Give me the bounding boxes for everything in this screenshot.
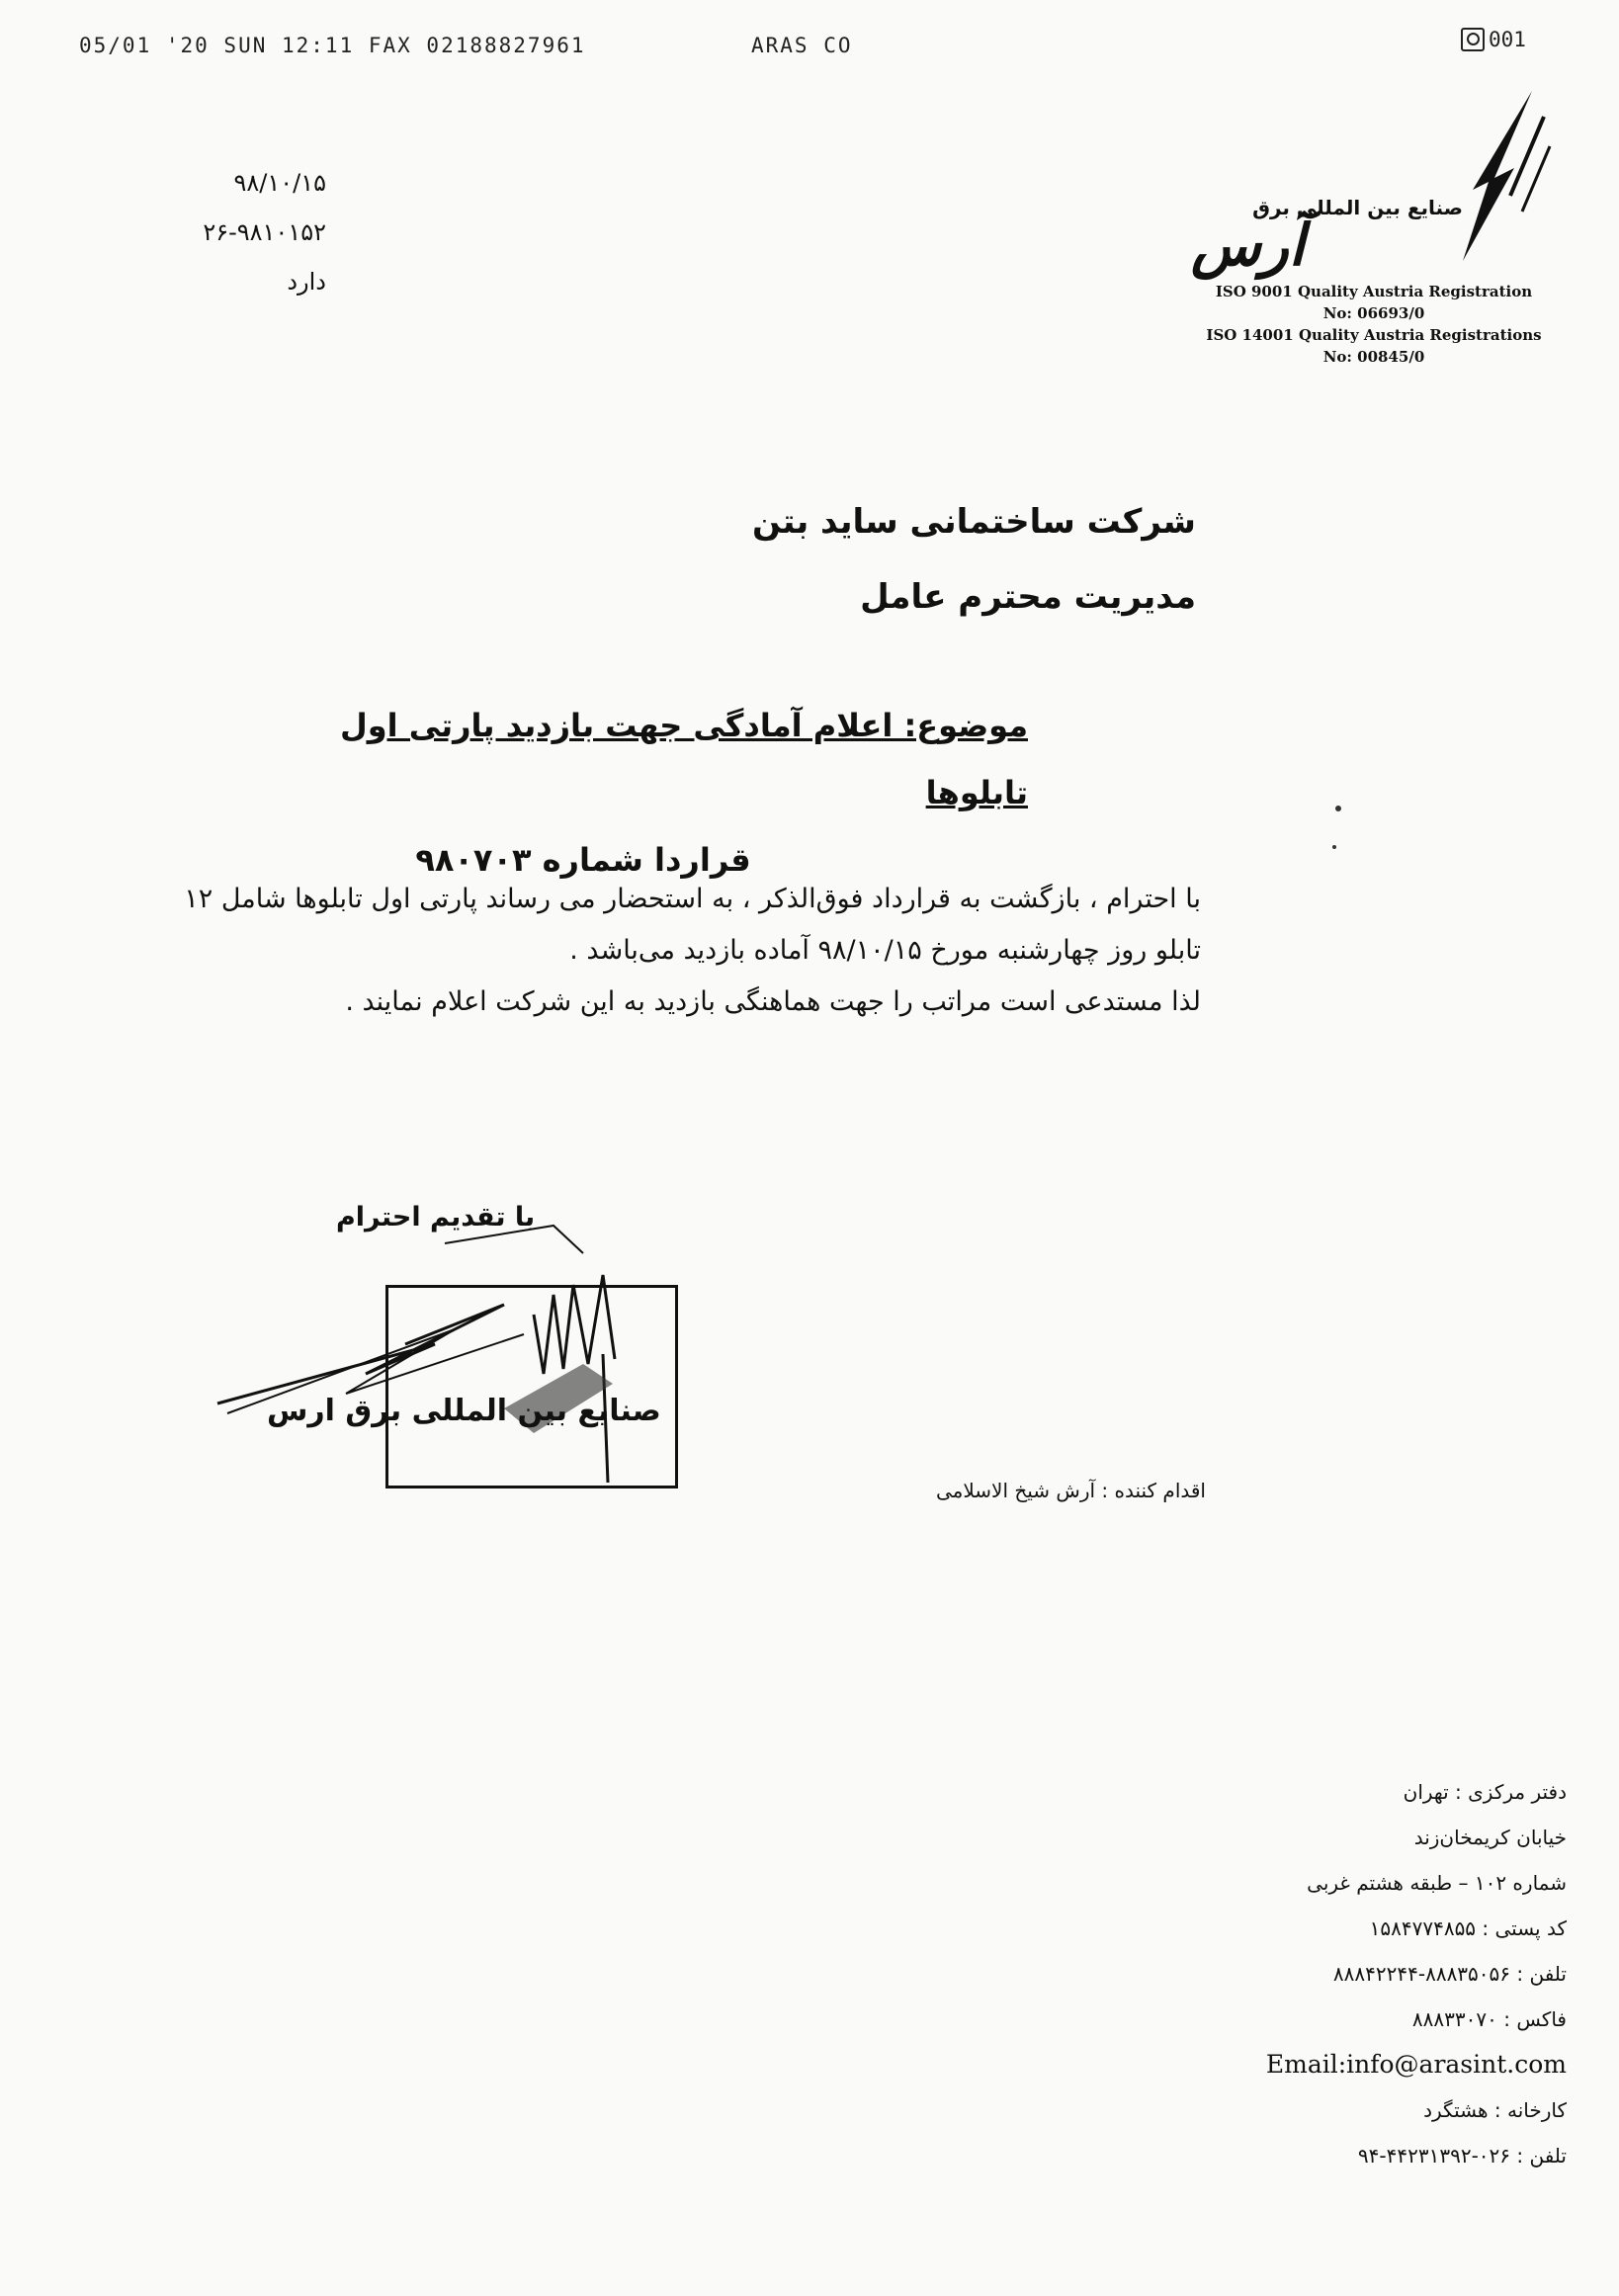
body-line: لذا مستدعی است مراتب را جهت هماهنگی بازدید به این شرکت اعلام نمایند . bbox=[345, 986, 1201, 1017]
recipient-block bbox=[692, 484, 1196, 635]
company-logo bbox=[1166, 87, 1552, 383]
contact-fax: فاکس : ۸۸۸۳۳۰۷۰ bbox=[1411, 2007, 1567, 2031]
contact-office: دفتر مرکزی : تهران bbox=[1403, 1780, 1567, 1804]
contact-factory-phone: تلفن : ۰۲۶-۴۴۲۳۱۳۹۲-۹۴ bbox=[1357, 2144, 1567, 2168]
logo-brand-word: آرس bbox=[1191, 212, 1305, 279]
body-line: با احترام ، بازگشت به قرارداد فوق‌الذکر ، به استحضار می رساند پارتی اول تابلوها شامل ۱۲ bbox=[184, 884, 1201, 914]
recipient-company: شرکت ساختمانی ساید بتن bbox=[751, 502, 1196, 542]
iso-registrations bbox=[1186, 281, 1562, 368]
letter-date: ۹۸/۱۰/۱۵ bbox=[233, 169, 326, 197]
iso-line: No: 00845/0 bbox=[1322, 348, 1425, 366]
contract-number-line: قراردا شماره ۹۸۰۷۰۳ bbox=[415, 841, 751, 879]
iso-line: ISO 9001 Quality Austria Registration bbox=[1215, 283, 1533, 300]
iso-line: No: 06693/0 bbox=[1322, 304, 1425, 322]
letter-number: ۲۶-۹۸۱۰۱۵۲ bbox=[203, 218, 326, 246]
letter-attachment: دارد bbox=[287, 268, 326, 296]
stamp-text: صنایع بین المللی برق ارس bbox=[267, 1394, 661, 1428]
contact-street: خیابان کریمخان‌زند bbox=[1413, 1826, 1567, 1849]
contact-number: شماره ۱۰۲ – طبقه هشتم غربی bbox=[1307, 1871, 1567, 1895]
subject-block bbox=[297, 692, 1028, 893]
fax-header-line: 05/01 '20 SUN 12:11 FAX 02188827961 bbox=[79, 34, 586, 57]
fax-page-indicator bbox=[1461, 28, 1526, 51]
letter-body bbox=[148, 874, 1201, 1028]
signature-block bbox=[208, 1196, 702, 1492]
iso-line: ISO 14001 Quality Austria Registrations bbox=[1206, 326, 1542, 344]
speck-mark bbox=[1335, 806, 1341, 811]
contact-email[interactable]: Email:info@arasint.com bbox=[1265, 2050, 1567, 2079]
fax-page-icon bbox=[1461, 28, 1485, 51]
prepared-by: اقدام کننده : آرش شیخ الاسلامی bbox=[935, 1479, 1206, 1502]
contact-factory: کارخانه : هشتگرد bbox=[1423, 2098, 1567, 2122]
closing-phrase: با تقدیم احترام bbox=[336, 1202, 536, 1233]
contact-postal: کد پستی : ۱۵۸۴۷۷۴۸۵۵ bbox=[1369, 1916, 1567, 1940]
logo-company-name: صنایع بین المللی برق bbox=[1252, 196, 1463, 219]
subject-line: موضوع: اعلام آمادگی جهت بازدید پارتی اول تابلوها bbox=[339, 707, 1028, 811]
contact-phone: تلفن : ۸۸۸۳۵۰۵۶-۸۸۸۴۲۲۴۴ bbox=[1332, 1962, 1567, 1986]
lightning-bolt-icon bbox=[1433, 87, 1552, 265]
letter-meta bbox=[198, 158, 326, 306]
fax-page-number: 001 bbox=[1489, 28, 1526, 51]
speck-mark bbox=[1332, 845, 1336, 849]
signature-icon bbox=[208, 1196, 702, 1492]
body-line: تابلو روز چهارشنبه مورخ ۹۸/۱۰/۱۵ آماده بازدید می‌باشد . bbox=[569, 935, 1201, 966]
fax-sender: ARAS CO bbox=[751, 34, 853, 57]
recipient-salutation: مدیریت محترم عامل bbox=[860, 577, 1196, 617]
contact-block bbox=[1186, 1769, 1567, 2178]
